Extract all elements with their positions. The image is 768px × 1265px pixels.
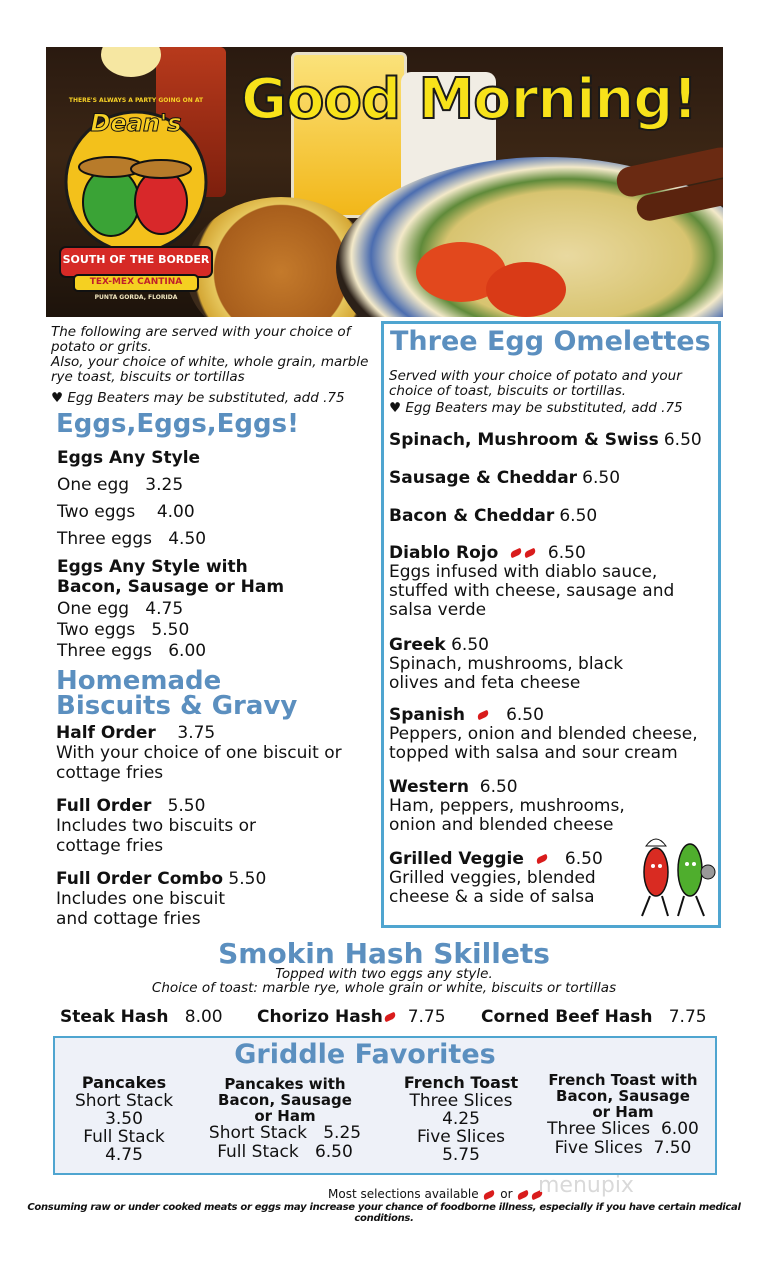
griddle-col-pancakes: [59, 1074, 189, 1164]
item-desc: Peppers, onion and blended cheese, topped with salsa and sour cream: [389, 724, 698, 763]
item-price: 6.50: [451, 635, 489, 655]
item-name: Bacon & Cheddar: [389, 506, 555, 526]
item-label: Three eggs: [57, 641, 152, 661]
biscuits-heading-2: Biscuits & Gravy: [56, 691, 298, 721]
col-title: French Toast with Bacon, Sausage or Ham: [548, 1071, 698, 1121]
list-item: [57, 529, 357, 556]
item-name: Sausage & Cheddar: [389, 468, 578, 488]
item-price: 6.50: [559, 506, 598, 526]
item-price: 6.00: [168, 641, 207, 661]
col-line: Full Stack: [83, 1127, 165, 1147]
disclaimer: Consuming raw or under cooked meats or eggs may increase your chance of foodborne illness, especially if you have certain medical conditions.: [27, 1202, 741, 1224]
item-name: Corned Beef Hash: [481, 1007, 653, 1027]
biscuits-heading-1: Homemade: [56, 666, 222, 696]
item-label: One egg: [57, 599, 130, 619]
skillets-heading: Smokin Hash Skillets: [218, 937, 550, 970]
item-label: One egg: [57, 475, 130, 495]
skillet-item: [60, 1007, 223, 1027]
with-meat-title: Eggs Any Style with Bacon, Sausage or Ham: [57, 557, 285, 597]
omelettes-intro: Served with your choice of potato and your choice of toast, biscuits or tortillas.: [389, 368, 682, 399]
egg-beaters-note: ♥ Egg Beaters may be substituted, add .75: [51, 390, 345, 406]
eggs-heading: Eggs,Eggs,Eggs!: [56, 409, 299, 439]
col-title: Pancakes with Bacon, Sausage or Ham: [218, 1075, 352, 1125]
watermark: menupix: [538, 1173, 634, 1198]
list-item: [56, 869, 366, 935]
logo-name: Dean's: [90, 109, 182, 137]
intro-text: The following are served with your choice of potato or grits. Also, your choice of white, whole grain, marble rye toast, biscuits or tortillas: [51, 324, 369, 385]
col-line: 3.50: [105, 1109, 143, 1129]
item-price: 4.00: [156, 502, 195, 522]
item-price: 4.50: [168, 529, 207, 549]
logo-line3: PUNTA GORDA, FLORIDA: [94, 294, 178, 301]
col-line: Full Stack 6.50: [217, 1142, 353, 1162]
col-title: Pancakes: [81, 1073, 167, 1092]
list-item: [57, 475, 357, 502]
item-label: Two eggs: [57, 502, 136, 522]
griddle-col-french-toast: [391, 1074, 531, 1164]
item-desc: Grilled veggies, blended cheese & a side of salsa: [389, 868, 596, 907]
list-item: [56, 796, 366, 869]
lemon-slice: [101, 47, 161, 77]
list-item: [389, 543, 719, 635]
griddle-panel: [53, 1036, 717, 1175]
item-price: 3.25: [145, 475, 184, 495]
item-name: Spanish: [389, 705, 466, 725]
any-style-list: [57, 475, 357, 556]
omelettes-panel: [381, 321, 721, 928]
item-desc: Ham, peppers, mushrooms, onion and blended cheese: [389, 796, 625, 835]
logo-top-text: THERE'S ALWAYS A PARTY GOING ON AT: [68, 97, 204, 104]
item-name: Chorizo Hash: [257, 1007, 383, 1027]
spicy-prefix: Most selections available: [328, 1187, 479, 1201]
item-price: 6.50: [582, 468, 621, 488]
item-name: Grilled Veggie: [389, 849, 524, 869]
item-price: 5.50: [167, 796, 206, 816]
logo-line2: TEX-MEX CANTINA: [89, 277, 183, 287]
item-label: Two eggs: [57, 620, 136, 640]
skillets-sub1: Topped with two eggs any style.: [275, 966, 493, 982]
col-line: Three Slices 6.00: [547, 1119, 699, 1139]
item-desc: With your choice of one biscuit or cottage fries: [56, 743, 342, 783]
griddle-heading: Griddle Favorites: [234, 1039, 496, 1070]
item-name: Spinach, Mushroom & Swiss: [389, 430, 659, 450]
chili-pepper-icon: [523, 548, 536, 559]
griddle-col-french-toast-bacon: [533, 1072, 713, 1158]
col-line: Short Stack 5.25: [208, 1123, 362, 1143]
omelettes-heading: Three Egg Omelettes: [390, 326, 711, 357]
hero-title: Good Morning!: [241, 67, 697, 132]
omelettes-egg-beaters: ♥ Egg Beaters may be substituted, add .75: [389, 400, 683, 416]
griddle-col-pancakes-bacon: [195, 1076, 375, 1162]
chili-pepper-icon: [483, 1189, 496, 1200]
item-desc: Eggs infused with diablo sauce, stuffed with cheese, sausage and salsa verde: [389, 562, 675, 620]
item-price: 6.50: [663, 430, 702, 450]
col-line: 5.75: [442, 1145, 480, 1165]
any-style-title: Eggs Any Style: [57, 448, 201, 468]
skillet-item: [257, 1007, 446, 1027]
list-item: [56, 723, 366, 796]
chili-pepper-icon: [476, 710, 489, 721]
pepper-mascots-illustration: [632, 824, 720, 922]
skillets-sub2: Choice of toast: marble rye, whole grain or white, biscuits or tortillas: [151, 980, 617, 996]
list-item: [57, 641, 357, 662]
chili-pepper-icon: [517, 1189, 530, 1200]
item-price: 7.75: [407, 1007, 446, 1027]
col-line: 4.75: [105, 1145, 143, 1165]
hero-banner: [46, 47, 723, 317]
item-name: Diablo Rojo: [389, 543, 499, 563]
item-price: 6.50: [506, 705, 544, 725]
item-price: 5.50: [151, 620, 190, 640]
restaurant-logo: [56, 97, 216, 307]
list-item: [389, 430, 719, 468]
col-line: Five Slices: [416, 1127, 506, 1147]
list-item: [389, 705, 719, 777]
item-name: Western: [389, 777, 469, 797]
col-line: Five Slices 7.50: [554, 1138, 692, 1158]
item-desc: Spinach, mushrooms, black olives and feta cheese: [389, 654, 624, 693]
with-meat-list: [57, 599, 357, 662]
item-name: Steak Hash: [60, 1007, 169, 1027]
spicy-legend: [328, 1187, 544, 1201]
chili-pepper-icon: [535, 854, 548, 865]
list-item: [57, 502, 357, 529]
col-title: French Toast: [403, 1073, 519, 1092]
item-price: 5.50: [228, 869, 267, 889]
logo-line1: SOUTH OF THE BORDER: [62, 253, 210, 266]
item-price: 6.50: [564, 849, 603, 869]
skillet-item: [481, 1007, 707, 1027]
list-item: [389, 468, 719, 506]
item-name: Full Order Combo: [56, 869, 223, 889]
list-item: [389, 506, 719, 543]
item-price: 4.75: [145, 599, 184, 619]
item-desc: Includes two biscuits or cottage fries: [56, 816, 257, 856]
item-price: 7.75: [668, 1007, 707, 1027]
item-name: Greek: [389, 635, 446, 655]
item-name: Full Order: [56, 796, 152, 816]
list-item: [389, 635, 719, 705]
item-price: 6.50: [547, 543, 586, 563]
item-label: Three eggs: [57, 529, 152, 549]
item-price: 3.75: [177, 723, 216, 743]
item-price: 8.00: [184, 1007, 223, 1027]
col-line: Three Slices: [409, 1091, 513, 1111]
chili-pepper-icon: [509, 548, 522, 559]
list-item: [57, 620, 357, 641]
list-item: [57, 599, 357, 620]
item-price: 6.50: [479, 777, 518, 797]
col-line: Short Stack: [74, 1091, 174, 1111]
item-name: Half Order: [56, 723, 156, 743]
col-line: 4.25: [442, 1109, 480, 1129]
tomato-slice: [486, 262, 566, 317]
item-desc: Includes one biscuit and cottage fries: [56, 889, 226, 929]
chili-pepper-icon: [383, 1012, 396, 1023]
spicy-or: or: [500, 1187, 513, 1201]
biscuits-list: [56, 723, 366, 935]
